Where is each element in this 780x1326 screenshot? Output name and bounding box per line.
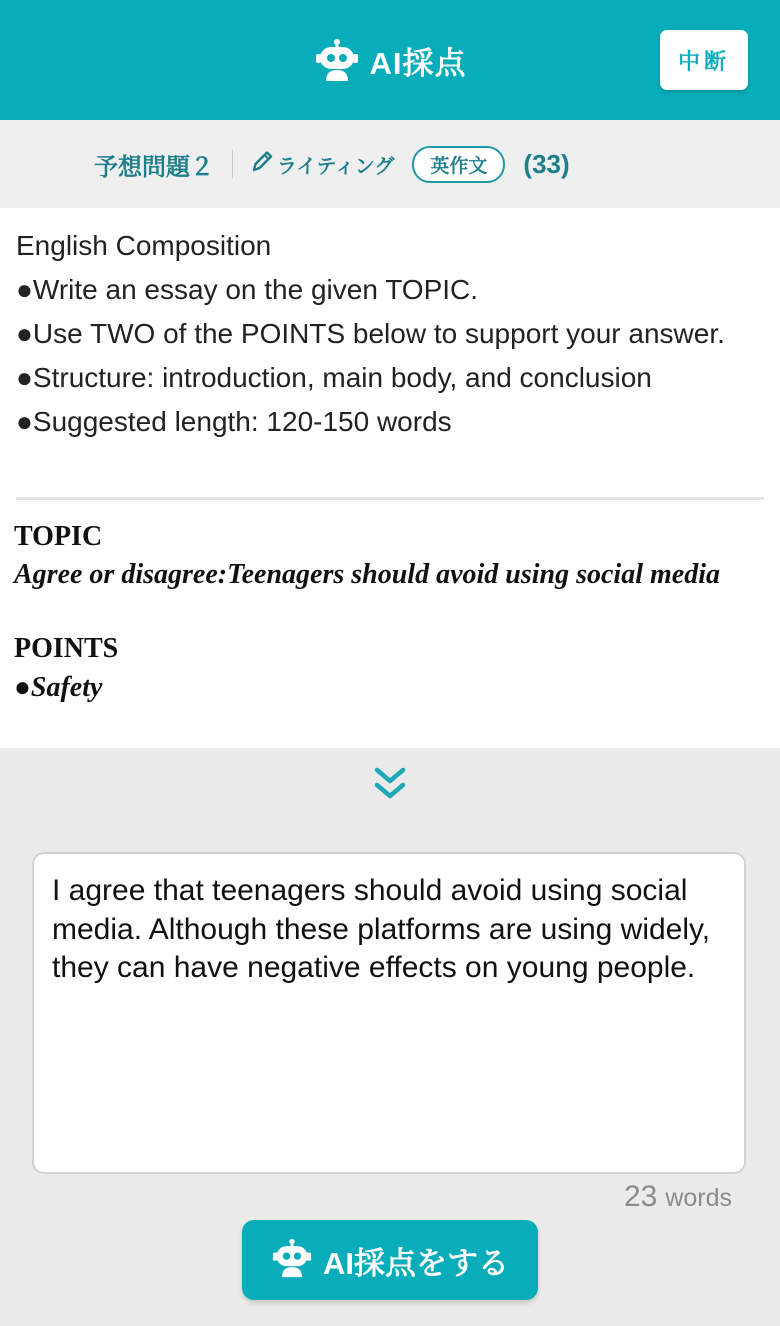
answer-textarea[interactable]: I agree that teenagers should avoid using social media. Although these platforms are using widely, they can have negative effects on young people. xyxy=(32,852,746,1174)
header-title-label: AI採点 xyxy=(369,45,467,81)
instruction-item: ●Structure: introduction, main body, and conclusion xyxy=(16,362,652,393)
instructions-title: English Composition xyxy=(16,230,272,261)
skill-indicator xyxy=(251,149,394,179)
word-count-value: 23 xyxy=(623,1180,658,1213)
app-header xyxy=(0,0,780,120)
instruction-item: ●Suggested length: 120-150 words xyxy=(16,406,452,437)
ai-grade-button[interactable] xyxy=(242,1220,538,1300)
skill-label: ライティング xyxy=(277,155,395,178)
instructions xyxy=(16,224,766,444)
pause-button[interactable]: 中断 xyxy=(660,30,748,90)
instruction-item: ●Write an essay on the given TOPIC. xyxy=(16,274,479,305)
question-meta-bar xyxy=(0,120,780,208)
topic-text: Agree or disagree:Teenagers should avoid using social media xyxy=(14,559,720,590)
word-count-unit: words xyxy=(665,1184,732,1212)
question-count: (33) xyxy=(523,148,570,179)
double-chevron-down-icon[interactable] xyxy=(372,766,408,802)
word-counter xyxy=(624,1180,732,1214)
question-content[interactable] xyxy=(0,208,780,748)
points-heading: POINTS xyxy=(14,633,119,664)
pencil-icon xyxy=(251,149,273,179)
robot-icon xyxy=(271,1238,313,1283)
robot-icon xyxy=(314,39,360,81)
category-tag: 英作文 xyxy=(412,146,505,183)
point-item: ●Safety xyxy=(14,672,103,703)
topic-heading: TOPIC xyxy=(14,521,103,552)
instruction-item: ●Use TWO of the POINTS below to support your answer. xyxy=(16,318,725,349)
problem-label: 予想問題２ xyxy=(94,153,214,181)
topic-section xyxy=(14,520,764,708)
section-divider xyxy=(16,497,764,500)
meta-divider xyxy=(232,149,233,179)
ai-grade-button-label: AI採点をする xyxy=(323,1245,509,1281)
